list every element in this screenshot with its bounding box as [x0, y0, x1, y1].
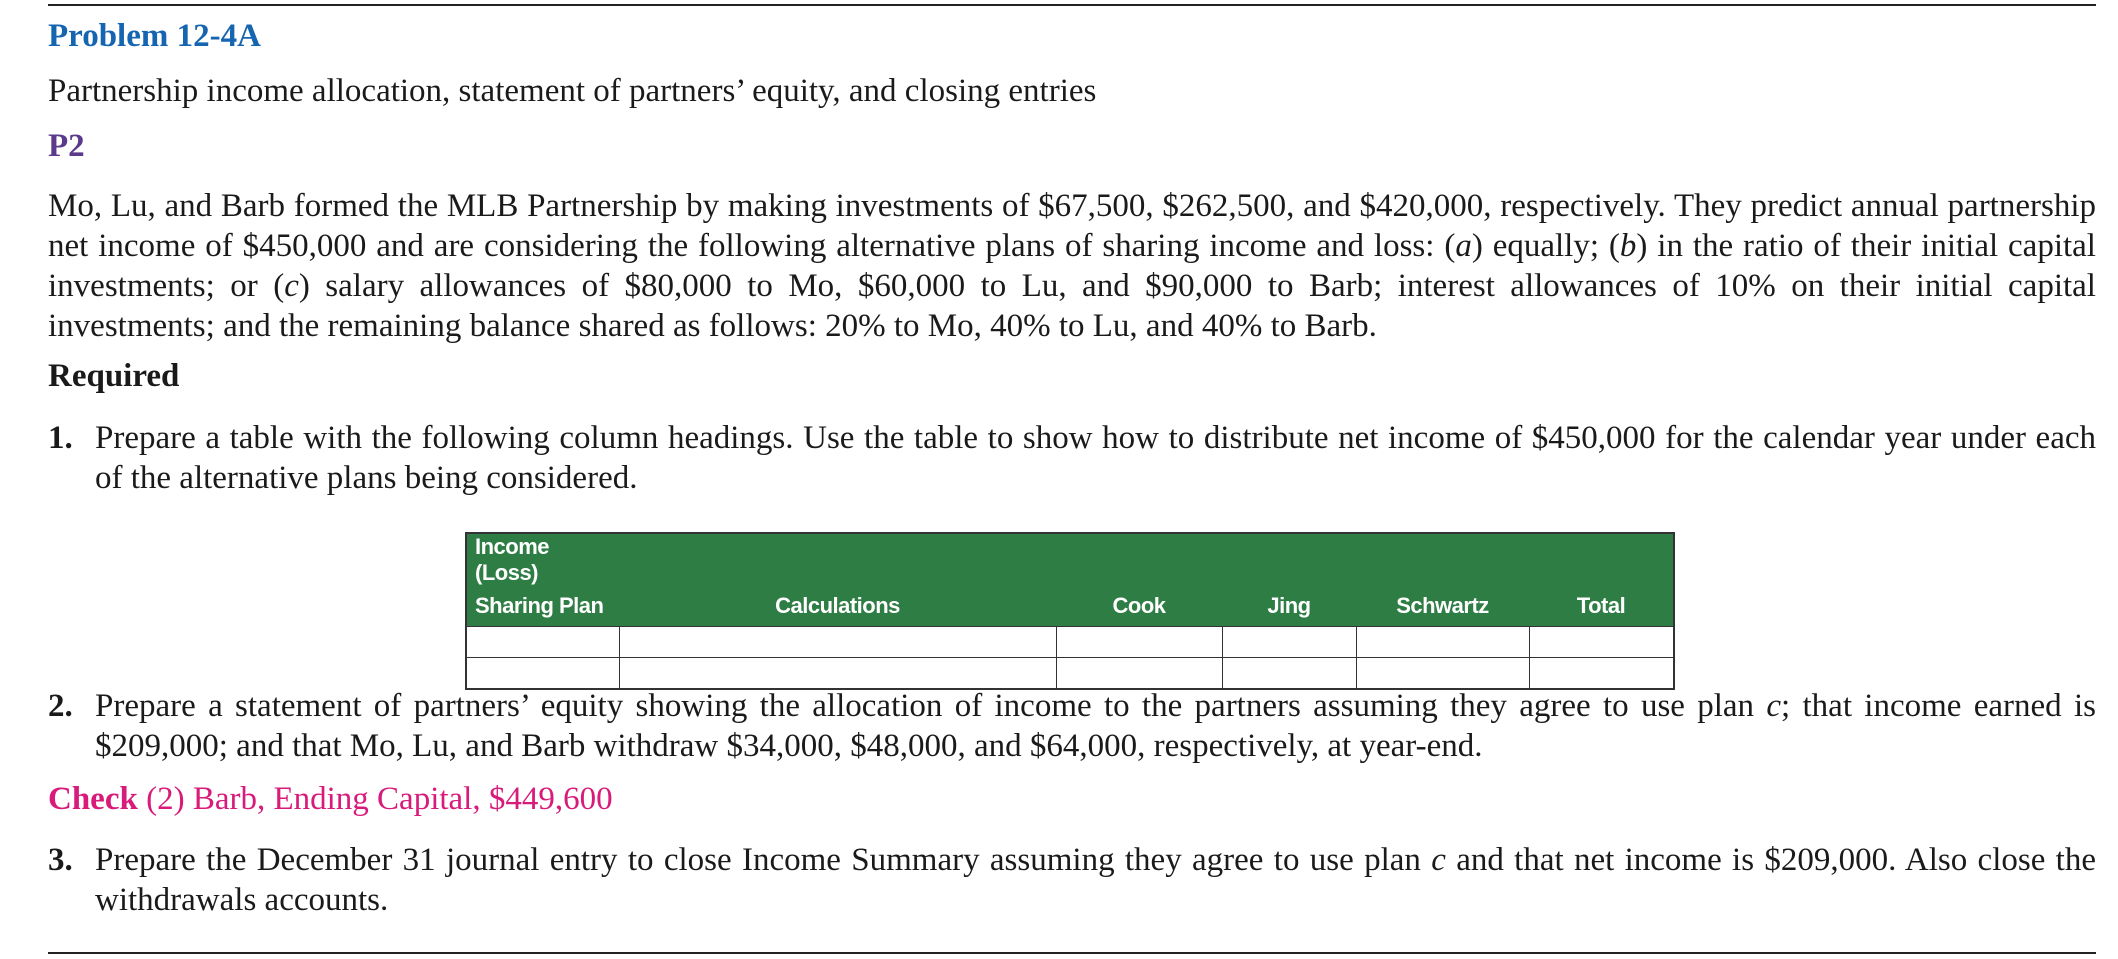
bottom-rule: [48, 952, 2096, 954]
check-answer: Check (2) Barb, Ending Capital, $449,600: [48, 781, 613, 817]
column-header-calculations: Calculations: [619, 586, 1056, 627]
column-header-cook: Cook: [1056, 586, 1222, 627]
problem-subtitle: Partnership income allocation, statement of partners’ equity, and closing entries: [48, 73, 1097, 109]
column-header-jing: Jing: [1222, 586, 1356, 627]
table-row: [466, 627, 1674, 658]
item-number: 2.: [48, 688, 73, 724]
learning-objective-label: P2: [48, 128, 85, 164]
column-header-total: Total: [1529, 586, 1674, 627]
table-cell[interactable]: [1529, 658, 1674, 690]
top-rule: [48, 4, 2096, 6]
table-header-income-loss: Income (Loss): [466, 533, 619, 586]
required-item-1: [48, 418, 2096, 498]
table-cell[interactable]: [619, 627, 1056, 658]
table-row: [466, 658, 1674, 690]
problem-intro-paragraph: Mo, Lu, and Barb formed the MLB Partnership by making investments of $67,500, $262,500, and $420,000, respectively. They predict annual partnership net income of $450,000 and are considering the following alternative plans of sharing income and loss: (a) equally; (b) in the ratio of their initial capital investments; or (c) salary allowances of $80,000 to Mo, $60,000 to Lu, and $90,000 to Barb; interest allowances of 10% on their initial capital investments; and the remaining balance shared as follows: 20% to Mo, 40% to Lu, and 40% to Barb.: [48, 188, 2096, 344]
table-cell[interactable]: [1056, 627, 1222, 658]
required-item-2: [48, 686, 2096, 766]
table-cell[interactable]: [466, 658, 619, 690]
table-cell[interactable]: [466, 627, 619, 658]
column-header-sharing-plan: Sharing Plan: [466, 586, 619, 627]
required-heading: Required: [48, 358, 180, 394]
table-cell[interactable]: [1222, 627, 1356, 658]
table-cell[interactable]: [1222, 658, 1356, 690]
table-cell[interactable]: [1056, 658, 1222, 690]
problem-title: Problem 12-4A: [48, 18, 261, 54]
table-cell[interactable]: [619, 658, 1056, 690]
table-cell[interactable]: [1356, 658, 1529, 690]
item-text: Prepare a table with the following column headings. Use the table to show how to distribute net income of $450,000 for the calendar year under each of the alternative plans being considered.: [95, 420, 2096, 496]
table-cell[interactable]: [1356, 627, 1529, 658]
required-item-3: [48, 840, 2096, 920]
item-number: 3.: [48, 842, 73, 878]
item-number: 1.: [48, 420, 73, 456]
allocation-table: [465, 532, 1675, 690]
table-cell[interactable]: [1529, 627, 1674, 658]
column-header-schwartz: Schwartz: [1356, 586, 1529, 627]
item-text: Prepare the December 31 journal entry to close Income Summary assuming they agree to use plan c and that net income is $209,000. Also close the withdrawals accounts.: [95, 842, 2096, 918]
item-text: Prepare a statement of partners’ equity showing the allocation of income to the partners assuming they agree to use plan c; that income earned is $209,000; and that Mo, Lu, and Barb withdraw $34,000, $48,000, and $64,000, respectively, at year-end.: [95, 688, 2096, 764]
